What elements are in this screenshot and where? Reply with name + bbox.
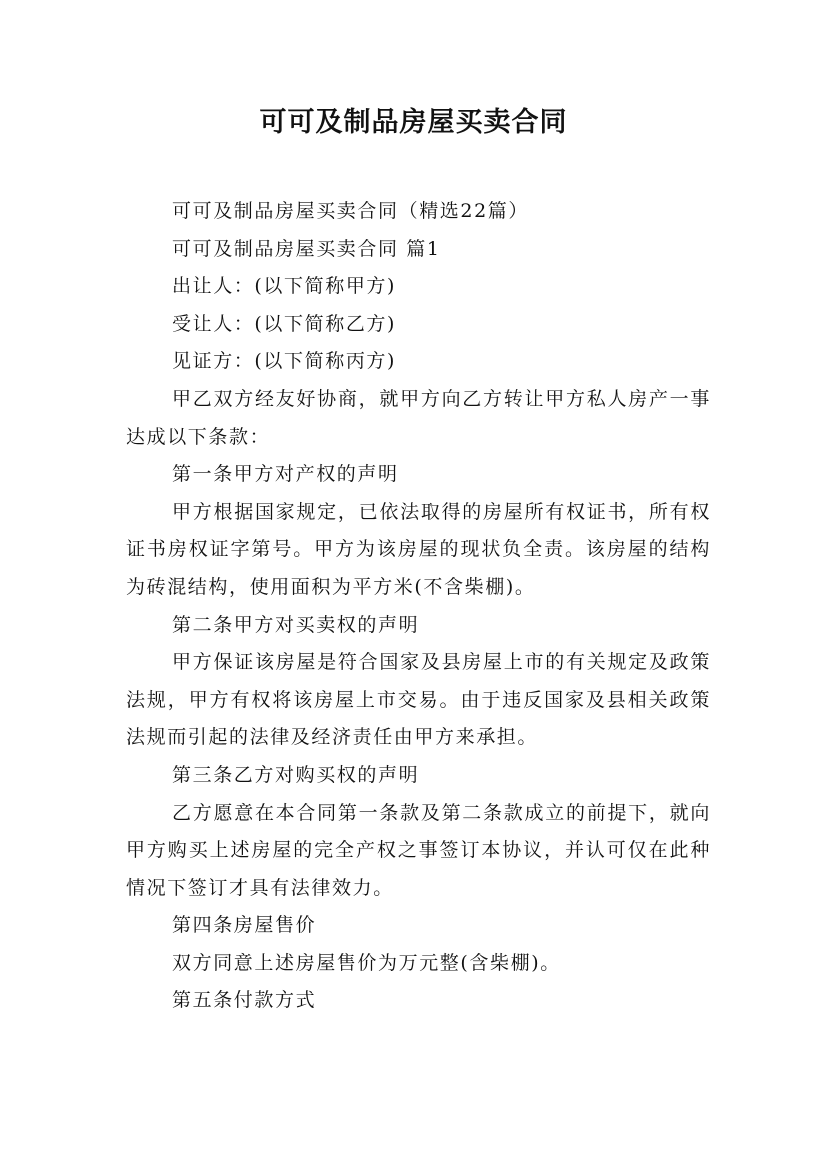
article-3-body: 乙方愿意在本合同第一条款及第二条款成立的前提下，就向甲方购买上述房屋的完全产权之事签订本协议，并认可仅在此种情况下签订才具有法律效力。 xyxy=(126,801,711,899)
article-1-body: 甲方根据国家规定，已依法取得的房屋所有权证书，所有权证书房权证字第号。甲方为该房屋的现状负全责。该房屋的结构为砖混结构，使用面积为平方米(不含柴棚)。 xyxy=(126,500,711,598)
document-body xyxy=(126,193,711,1020)
document-title: 可可及制品房屋买卖合同 xyxy=(259,107,568,138)
paragraph-section-heading: 可可及制品房屋买卖合同 篇1 xyxy=(172,237,441,260)
article-4-heading: 第四条房屋售价 xyxy=(172,914,317,937)
paragraph-transferor: 出让人：(以下简称甲方) xyxy=(172,275,397,298)
article-2-body: 甲方保证该房屋是符合国家及县房屋上市的有关规定及政策法规，甲方有权将该房屋上市交易。由于违反国家及县相关政策法规而引起的法律及经济责任由甲方来承担。 xyxy=(126,651,711,749)
paragraph-witness: 见证方：(以下简称丙方) xyxy=(172,350,397,373)
article-3-heading: 第三条乙方对购买权的声明 xyxy=(172,763,420,786)
paragraph-preamble: 甲乙双方经友好协商，就甲方向乙方转让甲方私人房产一事达成以下条款： xyxy=(126,387,711,448)
article-2-heading: 第二条甲方对买卖权的声明 xyxy=(172,613,420,636)
paragraph-subtitle: 可可及制品房屋买卖合同（精选22篇） xyxy=(172,200,529,222)
paragraph-transferee: 受让人：(以下简称乙方) xyxy=(172,312,397,335)
article-4-body: 双方同意上述房屋售价为万元整(含柴棚)。 xyxy=(172,951,561,974)
article-1-heading: 第一条甲方对产权的声明 xyxy=(172,463,399,486)
article-5-heading: 第五条付款方式 xyxy=(172,989,317,1012)
